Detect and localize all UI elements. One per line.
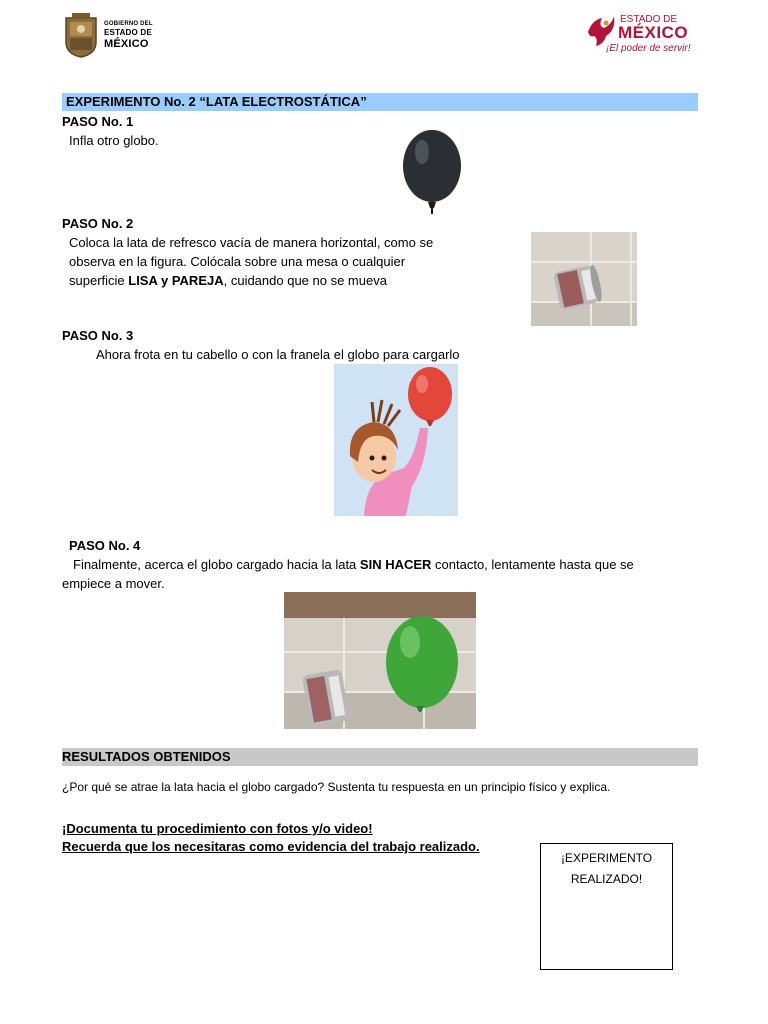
- experiment-title: EXPERIMENTO No. 2 “LATA ELECTROSTÁTICA”: [66, 94, 367, 109]
- black-balloon-image: [400, 128, 464, 214]
- document-instruction: ¡Documenta tu procedimiento con fotos y/o video!: [62, 821, 373, 836]
- step2-heading: PASO No. 2: [62, 216, 134, 231]
- experiment-done-box: [540, 843, 673, 970]
- results-title: RESULTADOS OBTENIDOS: [62, 749, 231, 764]
- logo-slogan: ¡El poder de servir!: [606, 43, 691, 54]
- experiment-title-bar: [62, 93, 698, 111]
- coat-of-arms-icon: [62, 12, 100, 58]
- step4-line1-bold: SIN HACER: [359, 557, 432, 572]
- can-on-tiles-image: [531, 232, 637, 326]
- box-line-1: ¡EXPERIMENTO: [560, 851, 653, 865]
- step2-line2: observa en la figura. Colócala sobre una mesa o cualquier: [69, 254, 406, 269]
- step3-text: Ahora frota en tu cabello o con la franela el globo para cargarlo: [96, 347, 460, 362]
- step4-line1-pre: Finalmente, acerca el globo cargado hacia la lata: [73, 557, 360, 572]
- step2-line3: [69, 271, 387, 290]
- evidence-instruction: Recuerda que los necesitaras como evidencia del trabajo realizado.: [62, 839, 480, 854]
- logo-line-2: ESTADO DE: [104, 28, 152, 37]
- step2-line3-post: , cuidando que no se mueva: [223, 273, 387, 288]
- step1-text: Infla otro globo.: [69, 133, 159, 148]
- logo-line-1: GOBIERNO DEL: [104, 21, 153, 27]
- logo-mexico: MÉXICO: [618, 23, 689, 42]
- results-question: ¿Por qué se atrae la lata hacia el globo cargado? Sustenta tu respuesta en un principio físico y explica.: [62, 780, 611, 794]
- step2-line3-bold: LISA y PAREJA: [128, 273, 224, 288]
- step4-line1: [73, 555, 634, 574]
- step2-line1: Coloca la lata de refresco vacía de manera horizontal, como se: [69, 235, 434, 250]
- step4-line1-post: contacto, lentamente hasta que se: [431, 557, 634, 572]
- results-title-bar: [62, 748, 698, 766]
- logo-estado-de: ESTADO DE: [620, 14, 678, 25]
- step3-heading: PASO No. 3: [62, 328, 134, 343]
- step4-heading: PASO No. 4: [69, 538, 141, 553]
- step4-line2: empiece a mover.: [62, 576, 165, 591]
- logo-line-3: MÉXICO: [104, 38, 149, 50]
- step1-heading: PASO No. 1: [62, 114, 134, 129]
- child-rubbing-balloon-image: [334, 364, 458, 516]
- box-line-2: REALIZADO!: [570, 872, 643, 886]
- can-and-green-balloon-image: [284, 592, 476, 729]
- step2-line3-pre: superficie: [69, 273, 129, 288]
- gobierno-logo: [62, 12, 162, 60]
- estado-mexico-logo: [584, 12, 704, 58]
